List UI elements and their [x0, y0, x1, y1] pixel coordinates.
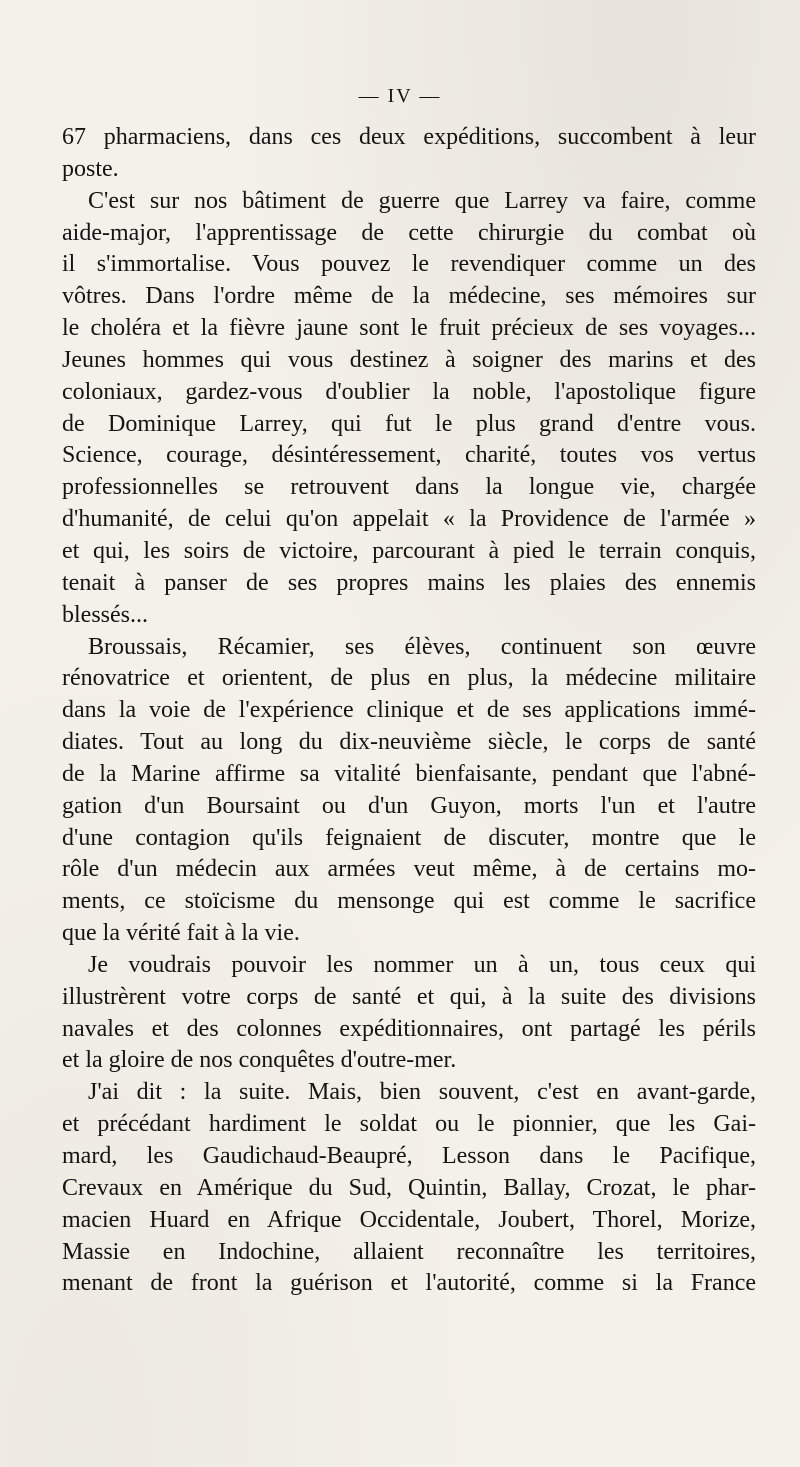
text-line: dans la voie de l'expérience clinique et de ses applications immé- — [62, 697, 756, 724]
text-line: mard, les Gaudichaud-Beaupré, Lesson dans le Pacifique, — [62, 1143, 756, 1169]
text-line: rôle d'un médecin aux armées veut même, à de certains mo- — [62, 856, 756, 883]
text-line: il s'immortalise. Vous pouvez le revendiquer comme un des — [62, 251, 756, 278]
text-line: d'une contagion qu'ils feignaient de discuter, montre que le — [62, 824, 756, 851]
paragraph — [62, 186, 756, 632]
text-line: menant de front la guérison et l'autorité, comme si la France — [62, 1270, 756, 1297]
text-line: Je voudrais pouvoir les nommer un à un, tous ceux qui — [88, 951, 756, 978]
text-line: 67 pharmaciens, dans ces deux expéditions, succombent à leur — [62, 124, 756, 150]
paragraph — [62, 950, 756, 1077]
text-line: le choléra et la fièvre jaune sont le fruit précieux de ses voyages... — [62, 315, 756, 342]
text-line: poste. — [62, 155, 119, 182]
text-line: Science, courage, désintéressement, charité, toutes vos vertus — [62, 442, 756, 469]
text-line: diates. Tout au long du dix-neuvième siècle, le corps de santé — [62, 729, 756, 756]
text-line: Massie en Indochine, allaient reconnaître les territoires, — [62, 1238, 756, 1265]
text-line: que la vérité fait à la vie. — [62, 920, 300, 947]
body-text — [62, 122, 756, 1300]
page-number: — IV — — [358, 85, 442, 107]
text-line: macien Huard en Afrique Occidentale, Joubert, Thorel, Morize, — [62, 1206, 756, 1233]
text-line: blessés... — [62, 601, 148, 628]
text-line: professionnelles se retrouvent dans la longue vie, chargée — [62, 474, 756, 501]
text-line: tenait à panser de ses propres mains les plaies des ennemis — [62, 569, 756, 596]
text-line: Crevaux en Amérique du Sud, Quintin, Ballay, Crozat, le phar- — [62, 1174, 756, 1201]
text-line: coloniaux, gardez-vous d'oublier la noble, l'apostolique figure — [62, 378, 756, 405]
text-line: ments, ce stoïcisme du mensonge qui est comme le sacrifice — [62, 888, 756, 915]
paragraph — [62, 1077, 756, 1300]
text-line: J'ai dit : la suite. Mais, bien souvent, c'est en avant-garde, — [88, 1079, 756, 1106]
text-line: et la gloire de nos conquêtes d'outre-mer. — [62, 1047, 457, 1074]
text-line: aide-major, l'apprentissage de cette chirurgie du combat où — [62, 219, 756, 246]
text-line: gation d'un Boursaint ou d'un Guyon, morts l'un et l'autre — [62, 792, 756, 819]
text-line: vôtres. Dans l'ordre même de la médecine, ses mémoires sur — [62, 283, 756, 310]
text-line: et qui, les soirs de victoire, parcourant à pied le terrain conquis, — [62, 537, 756, 564]
paragraph — [62, 632, 756, 950]
text-line: et précédant hardiment le soldat ou le pionnier, que les Gai- — [62, 1111, 756, 1138]
text-line: de la Marine affirme sa vitalité bienfaisante, pendant que l'abné- — [62, 760, 756, 787]
text-line: illustrèrent votre corps de santé et qui, à la suite des divisions — [62, 983, 756, 1010]
text-line: Jeunes hommes qui vous destinez à soigner des marins et des — [62, 346, 756, 373]
text-line: de Dominique Larrey, qui fut le plus grand d'entre vous. — [62, 410, 756, 437]
text-line: C'est sur nos bâtiment de guerre que Larrey va faire, comme — [88, 187, 756, 214]
text-line: navales et des colonnes expéditionnaires, ont partagé les périls — [62, 1015, 756, 1042]
text-line: Broussais, Récamier, ses élèves, continuent son œuvre — [88, 633, 756, 660]
text-line: rénovatrice et orientent, de plus en plus, la médecine militaire — [62, 665, 756, 692]
text-line: d'humanité, de celui qu'on appelait « la Providence de l'armée » — [62, 506, 756, 533]
paragraph — [62, 122, 756, 186]
